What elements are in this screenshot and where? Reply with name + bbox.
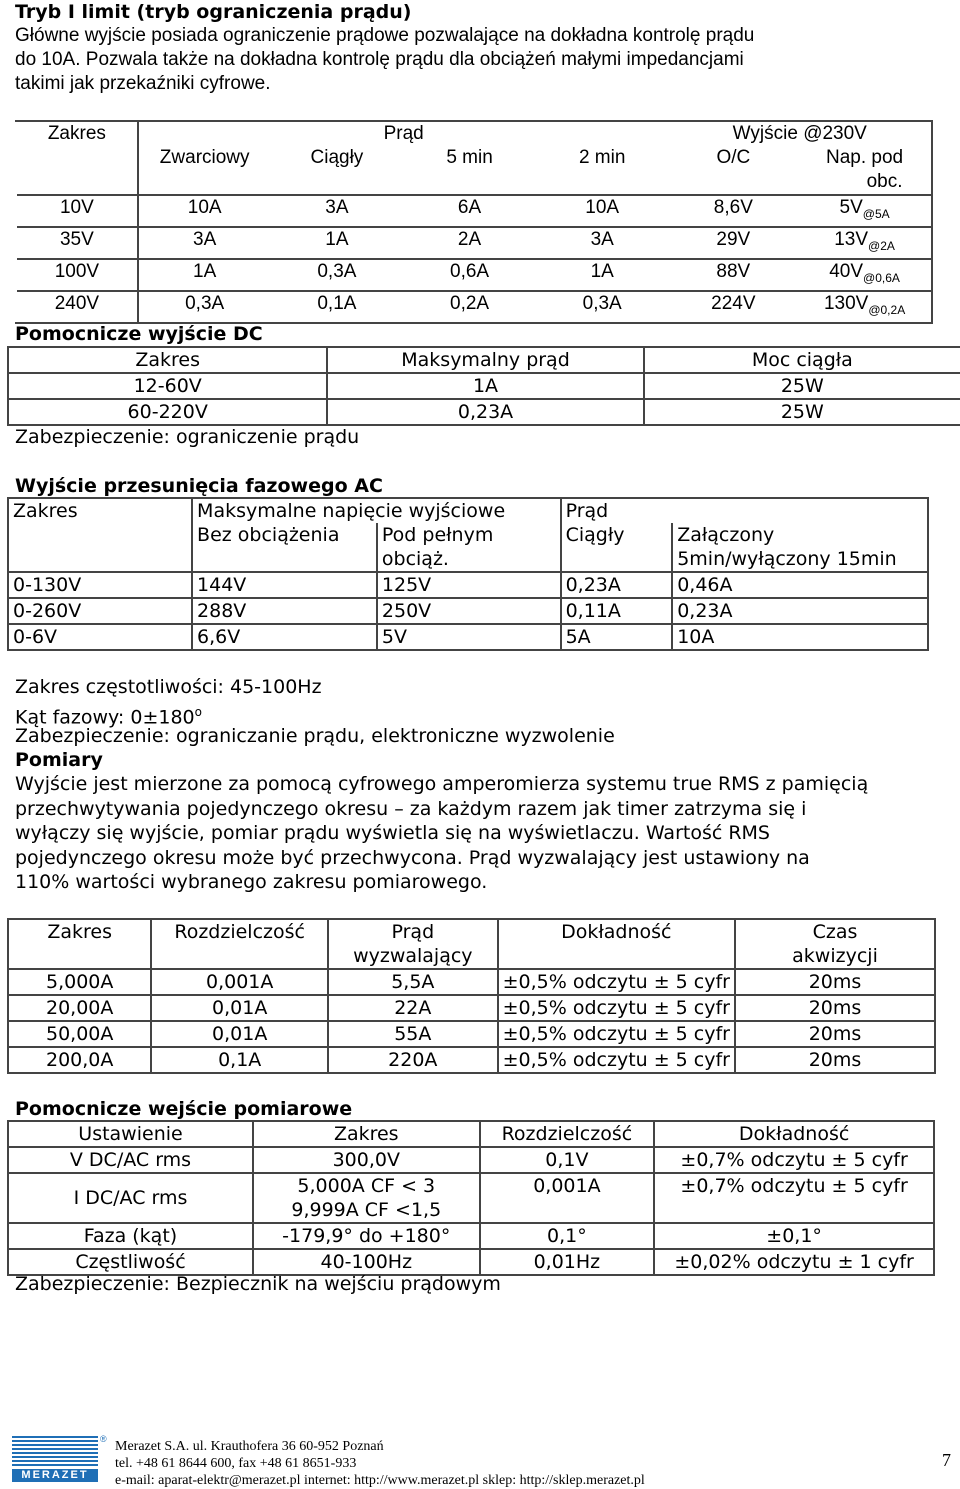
table-cell: 0,23A — [672, 598, 928, 624]
table-cell: 144V — [192, 572, 377, 598]
table-cell: -179,9° do +180° — [253, 1223, 480, 1249]
subheader: 2 min — [578, 147, 626, 168]
table-cell: 125V — [377, 572, 561, 598]
subheader: Zwarciowy — [138, 146, 271, 195]
table-cell: 0,2A — [403, 291, 536, 323]
protection-note: Zabezpieczenie: ograniczanie prądu, elektroniczne wyzwolenie — [15, 725, 615, 747]
table-row — [8, 995, 935, 1021]
voltage-value: 40V — [829, 261, 864, 282]
table-header: Maksymalne napięcie wyjściowe — [192, 498, 561, 523]
table-cell: 25W — [644, 373, 960, 399]
table-cell: 224V — [669, 291, 799, 323]
page-number: 7 — [942, 1450, 951, 1470]
table-header: Dokładność — [498, 919, 735, 969]
table-cell: 240V — [16, 291, 138, 323]
section-heading: Tryb I limit (tryb ograniczenia prądu) — [15, 1, 412, 23]
paragraph-line: Główne wyjście posiada ograniczenie prądowe pozwalające na dokładna kontrolę prądu — [15, 25, 755, 46]
table-header: Bez obciążenia — [192, 523, 377, 572]
paragraph-line: takimi jak przekaźniki cyfrowe. — [15, 73, 271, 94]
table-cell: 0,001A — [480, 1173, 655, 1223]
table-cell: 12-60V — [8, 373, 327, 399]
subheader: Nap. pod obc. — [798, 146, 932, 195]
table-cell: 35V — [16, 227, 138, 259]
table-header: Rozdzielczość — [151, 919, 328, 969]
table-cell: 0-6V — [8, 624, 192, 650]
table-cell: 300,0V — [253, 1147, 480, 1173]
table-header: Moc ciągła — [644, 347, 960, 373]
table-cell: 0,01A — [151, 1021, 328, 1047]
table-header: Zakres — [8, 919, 151, 969]
table-cell: 0,3A — [536, 291, 669, 323]
table-cell: 6,6V — [192, 624, 377, 650]
section-heading: Pomocnicze wyjście DC — [15, 323, 263, 345]
table-cell: 0,6A — [403, 259, 536, 291]
table-cell: 0,23A — [327, 399, 643, 425]
merazet-logo — [12, 1434, 107, 1482]
table-cell: 1A — [536, 259, 669, 291]
table-cell: 0,46A — [672, 572, 928, 598]
load-subscript: @5A — [862, 207, 890, 221]
phase-angle: Kąt fazowy: $0\pm 180^o$ — [15, 705, 202, 729]
table-cell: 2A — [403, 227, 536, 259]
table-cell: 20ms — [735, 995, 935, 1021]
table-cell: 3A — [536, 227, 669, 259]
table-cell — [798, 291, 932, 323]
table-header: Ustawienie — [8, 1121, 253, 1147]
table-cell: 1A — [271, 227, 404, 259]
table-cell: 1A — [327, 373, 643, 399]
table-cell: ±0,1° — [654, 1223, 934, 1249]
table-row — [16, 259, 932, 291]
table-cell: 0,1V — [480, 1147, 655, 1173]
table-cell — [798, 195, 932, 227]
table-header: Prąd wyzwalający — [328, 919, 498, 969]
table-cell: 29V — [669, 227, 799, 259]
table-cell: 5A — [561, 624, 673, 650]
load-subscript: @0,6A — [863, 271, 900, 285]
table-row — [8, 1021, 935, 1047]
table-cell: Faza (kąt) — [8, 1223, 253, 1249]
table-header: Zakres — [253, 1121, 480, 1147]
table-cell: 0,1° — [480, 1223, 655, 1249]
section-heading: Pomiary — [15, 749, 103, 771]
table-cell: 0,001A — [151, 969, 328, 995]
paragraph-line: przechwytywania pojedynczego okresu – za każdym razem jak timer zatrzyma się i — [15, 798, 807, 820]
table-cell: 20,00A — [8, 995, 151, 1021]
table-cell: 3A — [138, 227, 271, 259]
protection-note: Zabezpieczenie: Bezpiecznik na wejściu prądowym — [15, 1273, 501, 1295]
table-cell: ±0,5% odczytu ± 5 cyfr — [498, 995, 735, 1021]
table-cell: 6A — [403, 195, 536, 227]
header-zakres: Zakres — [16, 121, 138, 146]
table-cell: 0,11A — [561, 598, 673, 624]
table-row — [8, 572, 928, 598]
table-cell: 5,000A — [8, 969, 151, 995]
table-row — [16, 195, 932, 227]
table-cell: ±0,5% odczytu ± 5 cyfr — [498, 1021, 735, 1047]
table-cell: 20ms — [735, 969, 935, 995]
table-cell: 10A — [138, 195, 271, 227]
table-cell: V DC/AC rms — [8, 1147, 253, 1173]
voltage-value: 13V — [834, 229, 869, 250]
table-cell: 20ms — [735, 1021, 935, 1047]
table-cell: 55A — [328, 1021, 498, 1047]
footer-line: Merazet S.A. ul. Krauthofera 36 60-952 Poznań — [115, 1439, 384, 1454]
table-cell: 0,3A — [271, 259, 404, 291]
table-cell: 0,1A — [151, 1047, 328, 1073]
table-header: Ciągły — [561, 523, 673, 572]
load-subscript: @0,2A — [868, 303, 906, 317]
header-wyjscie: Wyjście @230V — [669, 121, 932, 146]
table-row — [8, 1047, 935, 1073]
table-header: Czas akwizycji — [735, 919, 935, 969]
subheader: O/C — [716, 147, 751, 168]
table-header: Zakres — [8, 498, 192, 523]
table-row — [8, 598, 928, 624]
table-cell: 250V — [377, 598, 561, 624]
table-cell: 220A — [328, 1047, 498, 1073]
table-cell: 100V — [16, 259, 138, 291]
table-header: Zakres — [8, 347, 327, 373]
freq-range: Zakres częstotliwości: 45-100Hz — [15, 676, 322, 698]
table-row — [8, 969, 935, 995]
paragraph-line: wyłączy się wyjście, pomiar prądu wyświetla się na wyświetlaczu. Wartość RMS — [15, 822, 770, 844]
measurement-table — [7, 918, 936, 1074]
table-cell: 0,3A — [138, 291, 271, 323]
subheader: Ciągły — [310, 147, 364, 168]
table-cell: 50,00A — [8, 1021, 151, 1047]
table-cell: 40-100Hz — [253, 1249, 480, 1275]
paragraph-line: Wyjście jest mierzone za pomocą cyfrowego amperomierza systemu true RMS z pamięcią — [15, 773, 869, 795]
table-cell: 0,01Hz — [480, 1249, 655, 1275]
table-cell: ±0,5% odczytu ± 5 cyfr — [498, 969, 735, 995]
table-row — [8, 624, 928, 650]
table-cell: 200,0A — [8, 1047, 151, 1073]
header-prad: Prąd — [138, 121, 669, 146]
table-header: Maksymalny prąd — [327, 347, 643, 373]
table-cell: ±0,02% odczytu ± 1 cyfr — [654, 1249, 934, 1275]
table-cell — [798, 259, 932, 291]
table-row — [16, 291, 932, 323]
table-cell: 1A — [138, 259, 271, 291]
table-cell: 5,5A — [328, 969, 498, 995]
table-cell: 0,01A — [151, 995, 328, 1021]
table-header: Pod pełnym obciąż. — [377, 523, 561, 572]
table-cell — [798, 227, 932, 259]
registered-mark: ® — [100, 1434, 107, 1444]
table-cell: 0,1A — [271, 291, 404, 323]
table-header: Dokładność — [654, 1121, 934, 1147]
table-header: Prąd — [561, 498, 928, 523]
table-header: Rozdzielczość — [480, 1121, 655, 1147]
table-cell: 0-260V — [8, 598, 192, 624]
table-cell: 8,6V — [669, 195, 799, 227]
table-cell: 25W — [644, 399, 960, 425]
voltage-value: 130V — [823, 293, 869, 314]
section-heading: Pomocnicze wejście pomiarowe — [15, 1098, 353, 1120]
load-subscript: @2A — [868, 239, 895, 253]
ac-phase-table — [7, 497, 929, 651]
section-heading: Wyjście przesunięcia fazowego AC — [15, 475, 383, 497]
paragraph-line: pojedynczego okresu może być przechwycona. Prąd wyzwalający jest ustawiony na — [15, 847, 810, 869]
table-cell: ±0,7% odczytu ± 5 cyfr — [654, 1173, 934, 1223]
footer-line: e-mail: aparat-elektr@merazet.pl internet: http://www.merazet.pl sklep: http://sklep.merazet.pl — [115, 1473, 645, 1488]
table-cell: 22A — [328, 995, 498, 1021]
voltage-value: 5V — [839, 197, 863, 218]
current-limit-table — [15, 120, 933, 324]
footer-line: tel. +48 61 8644 600, fax +48 61 8651-933 — [115, 1456, 357, 1471]
aux-input-table — [7, 1120, 935, 1276]
protection-note: Zabezpieczenie: ograniczenie prądu — [15, 426, 360, 448]
table-cell: I DC/AC rms — [8, 1173, 253, 1223]
subheader: 5 min — [446, 147, 493, 168]
table-cell: 60-220V — [8, 399, 327, 425]
table-cell: 3A — [271, 195, 404, 227]
logo-text: MERAZET — [21, 1469, 89, 1481]
paragraph-line: do 10A. Pozwala także na dokładna kontrolę prądu dla obciążeń małymi impedancjami — [15, 49, 744, 70]
table-cell: ±0,5% odczytu ± 5 cyfr — [498, 1047, 735, 1073]
table-cell: 88V — [669, 259, 799, 291]
table-row — [16, 227, 932, 259]
table-cell: ±0,7% odczytu ± 5 cyfr — [654, 1147, 934, 1173]
table-cell: 10A — [672, 624, 928, 650]
footer-address — [115, 1438, 645, 1489]
table-cell: 5,000A CF < 3 9,999A CF <1,5 — [253, 1173, 480, 1223]
paragraph-line: 110% wartości wybranego zakresu pomiarowego. — [15, 871, 488, 893]
table-cell: 0-130V — [8, 572, 192, 598]
table-cell: 0,23A — [561, 572, 673, 598]
table-cell: 20ms — [735, 1047, 935, 1073]
table-cell: Częstliwość — [8, 1249, 253, 1275]
dc-aux-table — [7, 346, 960, 426]
table-cell: 5V — [377, 624, 561, 650]
table-cell: 10A — [536, 195, 669, 227]
table-header: Załączony 5min/wyłączony 15min — [672, 523, 928, 572]
table-cell: 288V — [192, 598, 377, 624]
table-cell: 10V — [16, 195, 138, 227]
